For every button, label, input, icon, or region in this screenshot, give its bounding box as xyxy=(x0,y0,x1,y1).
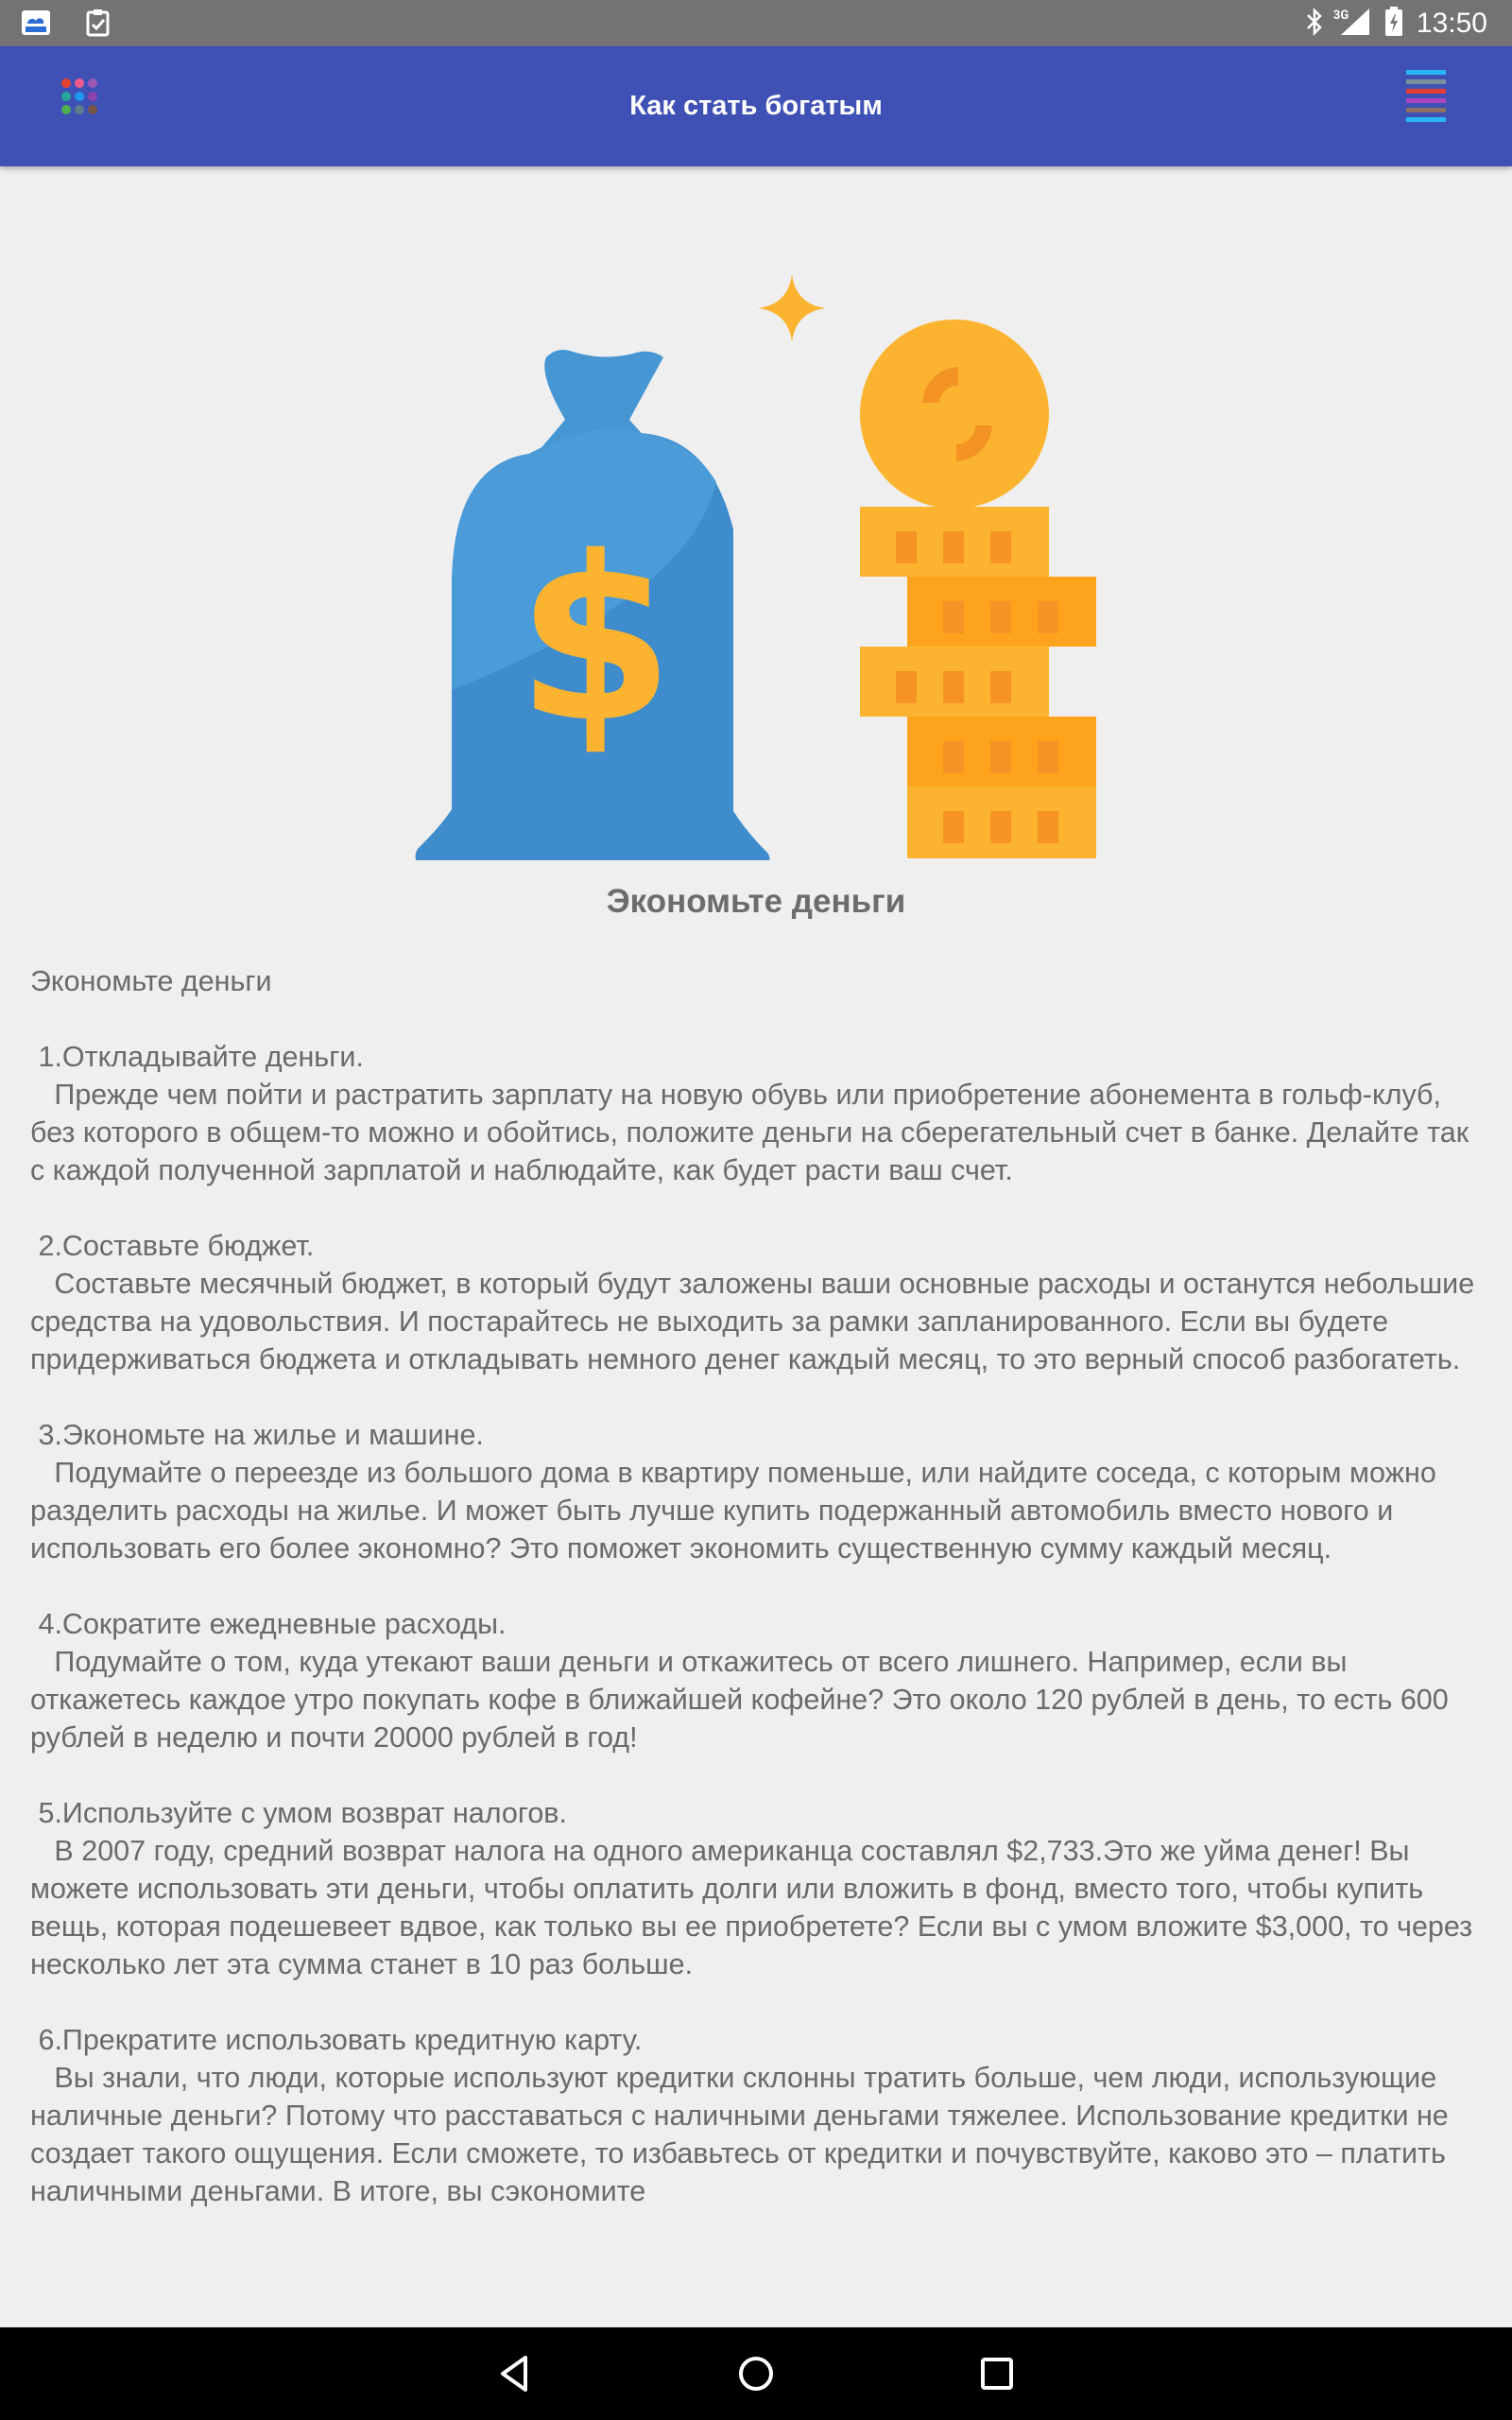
menu-icon[interactable] xyxy=(1406,70,1446,129)
app-bar xyxy=(0,46,1512,166)
task-notification-icon xyxy=(85,9,112,41)
sparkle-icon xyxy=(758,274,826,342)
home-icon[interactable] xyxy=(732,2350,780,2397)
page-title: Как стать богатым xyxy=(629,91,883,121)
signal-icon xyxy=(1332,7,1371,41)
status-clock: 13:50 xyxy=(1416,8,1487,39)
recents-icon[interactable] xyxy=(973,2350,1021,2397)
network-type-label: 3G xyxy=(1332,8,1349,23)
bluetooth-icon xyxy=(1305,8,1324,40)
navigation-bar xyxy=(0,2327,1512,2420)
status-bar xyxy=(0,0,1512,46)
apps-grid-icon[interactable] xyxy=(60,78,106,123)
battery-icon xyxy=(1384,7,1403,41)
article-scroll-area[interactable] xyxy=(0,166,1512,2327)
dollar-sign-icon: $ xyxy=(516,508,675,772)
article-heading: Экономьте деньги xyxy=(606,883,906,920)
article-body: Экономьте деньги 1.Откладывайте деньги. Прежде чем пойти и растратить зарплату на новую обувь или приобретение абонемента в гольф-клуб, без которого в общем-то можно и обойтись, положите деньги на сберегательный счет в банке. Делайте так с каждой полученной зарплатой и наблюдайте, как будет расти ваш счет. 2.Составьте бюджет. Составьте месячный бюджет, в который будут заложены ваши основные расходы и останутся небольшие средства на удовольствия. И постарайтесь не выходить за рамки запланированного. Если вы будете придерживаться бюджета и откладывать немного денег каждый месяц, то это верный способ разбогатеть. 3.Экономьте на жилье и машине. Подумайте о переезде из большого дома в квартиру поменьше, или найдите соседа, с которым можно разделить расходы на жилье. И может быть лучше купить подержанный автомобиль вместо нового и использовать его более экономно? Это поможет экономить существенную сумму каждый месяц. 4.Сократите ежедневные расходы. Подумайте о том, куда утекают ваши деньги и откажитесь от всего лишнего. Например, если вы откажетесь каждое утро покупать кофе в ближайшей кофейне? Это около 120 рублей в день, то есть 600 рублей в неделю и почти 20000 рублей в год! 5.Используйте с умом возврат налогов. В 2007 году, средний возврат налога на одного американца составлял $2,733.Это же уйма денег! Вы можете использовать эти деньги, чтобы оплатить долги или вложить в фонд, вместо того, чтобы купить вещь, которая подешевеет вдвое, как только вы ее приобретете? Если вы с умом вложите $3,000, то через несколько лет эта сумма станет в 10 раз больше. 6.Прекратите использовать кредитную карту. Вы знали, что люди, которые используют кредитки склонны тратить больше, чем люди, использующие наличные деньги? Потому что расставаться с наличными деньгами тяжелее. Использование кредитки не создает такого ощущения. Если сможете, то избавьтесь от кредитки и почувствуйте, каково это – платить наличными деньгами. В итоге, вы сэкономите xyxy=(30,965,1475,2207)
back-icon[interactable] xyxy=(491,2350,539,2397)
money-bag-and-coins-illustration xyxy=(406,217,1106,860)
weather-notification-icon xyxy=(21,9,51,41)
